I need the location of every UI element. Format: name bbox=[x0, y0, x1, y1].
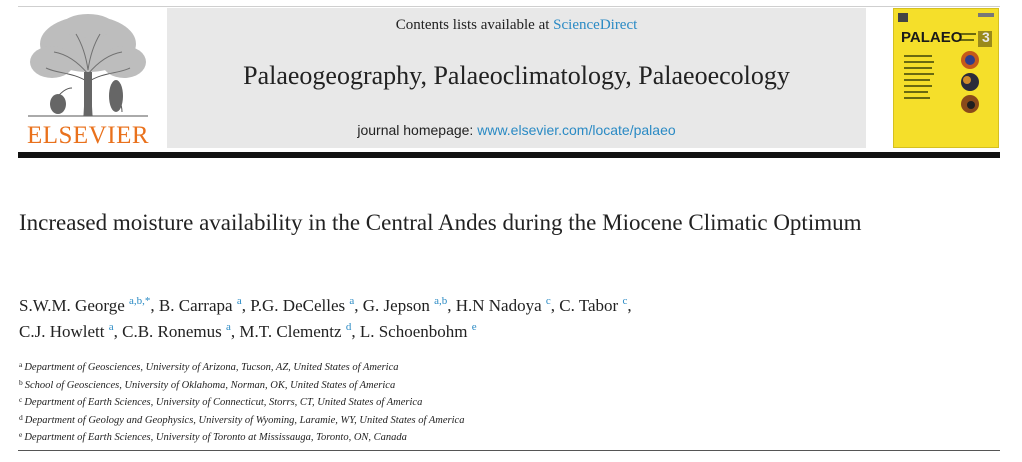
author-line-1 bbox=[19, 293, 919, 319]
author-name[interactable]: H.N Nadoya bbox=[455, 296, 546, 315]
cover-title: PALAEO bbox=[901, 29, 963, 46]
author-list bbox=[19, 293, 919, 345]
elsevier-tree-icon bbox=[18, 12, 158, 120]
affiliation-marker[interactable]: c bbox=[622, 295, 628, 307]
journal-cover[interactable] bbox=[893, 8, 999, 148]
author-separator: , bbox=[447, 296, 456, 315]
author-name[interactable]: P.G. DeCelles bbox=[250, 296, 350, 315]
elsevier-wordmark: ELSEVIER bbox=[26, 122, 150, 149]
affiliation-item bbox=[19, 376, 919, 394]
affiliation-mark: a bbox=[19, 360, 23, 369]
author-separator: , bbox=[550, 296, 560, 315]
affiliation-marker[interactable]: a bbox=[226, 321, 231, 333]
journal-banner bbox=[167, 8, 866, 148]
author-separator: , bbox=[150, 296, 159, 315]
author-name[interactable]: C.B. Ronemus bbox=[122, 322, 227, 341]
author-separator: , bbox=[241, 296, 251, 315]
affiliation-marker[interactable]: d bbox=[345, 321, 352, 333]
affiliation-marker[interactable]: a,b,* bbox=[129, 295, 151, 307]
author-separator: , bbox=[230, 322, 240, 341]
affiliation-text: Department of Earth Sciences, University of Connecticut, Storrs, CT, United States of America bbox=[24, 397, 423, 408]
affiliation-item bbox=[19, 393, 919, 411]
affiliation-marker[interactable]: a bbox=[108, 321, 114, 333]
contents-line bbox=[167, 17, 866, 34]
affiliation-marker[interactable]: c bbox=[545, 295, 551, 307]
affiliation-marker[interactable]: a,b bbox=[434, 295, 448, 307]
article-title: Increased moisture availability in the Central Andes during the Miocene Climatic Optimum bbox=[19, 210, 862, 235]
author-separator: , bbox=[627, 296, 632, 315]
contents-prefix: Contents lists available at bbox=[395, 17, 554, 33]
affiliation-list bbox=[19, 358, 919, 446]
homepage-line bbox=[167, 122, 866, 138]
author-name[interactable]: C.J. Howlett bbox=[19, 322, 109, 341]
author-separator: , bbox=[113, 322, 123, 341]
cover-number: 3 bbox=[982, 29, 990, 45]
affiliation-marker[interactable]: a bbox=[349, 295, 355, 307]
author-name[interactable]: G. Jepson bbox=[362, 296, 435, 315]
affiliation-marker[interactable]: a bbox=[236, 295, 242, 307]
affiliation-item bbox=[19, 358, 919, 376]
header-divider bbox=[18, 152, 1000, 158]
author-name[interactable]: B. Carrapa bbox=[158, 296, 237, 315]
affiliation-text: Department of Geology and Geophysics, University of Wyoming, Laramie, WY, United States of America bbox=[24, 414, 465, 426]
author-line-2 bbox=[19, 319, 919, 345]
sciencedirect-link[interactable]: ScienceDirect bbox=[553, 17, 638, 33]
affiliation-marker[interactable]: e bbox=[471, 321, 477, 333]
affiliation-item bbox=[19, 411, 919, 429]
top-rule bbox=[18, 6, 1000, 7]
affiliation-text: Department of Earth Sciences, University of Toronto at Mississauga, Toronto, ON, Canada bbox=[24, 432, 407, 443]
affiliation-mark: e bbox=[19, 430, 23, 439]
author-separator: , bbox=[351, 322, 360, 341]
author-name[interactable]: S.W.M. George bbox=[19, 296, 130, 315]
bottom-rule bbox=[18, 450, 1000, 451]
homepage-prefix: journal homepage: bbox=[357, 122, 478, 138]
author-name[interactable]: M.T. Clementz bbox=[239, 322, 346, 341]
journal-title: Palaeogeography, Palaeoclimatology, Palaeoecology bbox=[243, 61, 790, 90]
affiliation-mark: c bbox=[19, 395, 23, 404]
journal-homepage-link[interactable]: www.elsevier.com/locate/palaeo bbox=[477, 122, 676, 138]
affiliation-item bbox=[19, 428, 919, 446]
author-separator: , bbox=[354, 296, 363, 315]
affiliation-mark: d bbox=[19, 412, 23, 422]
elsevier-logo[interactable] bbox=[18, 12, 158, 149]
author-name[interactable]: C. Tabor bbox=[559, 296, 623, 315]
journal-header bbox=[18, 8, 1000, 152]
affiliation-text: School of Geosciences, University of Oklahoma, Norman, OK, United States of America bbox=[24, 379, 396, 391]
author-name[interactable]: L. Schoenbohm bbox=[359, 322, 472, 341]
affiliation-mark: b bbox=[19, 377, 23, 387]
affiliation-text: Department of Geosciences, University of Arizona, Tucson, AZ, United States of America bbox=[24, 362, 399, 373]
